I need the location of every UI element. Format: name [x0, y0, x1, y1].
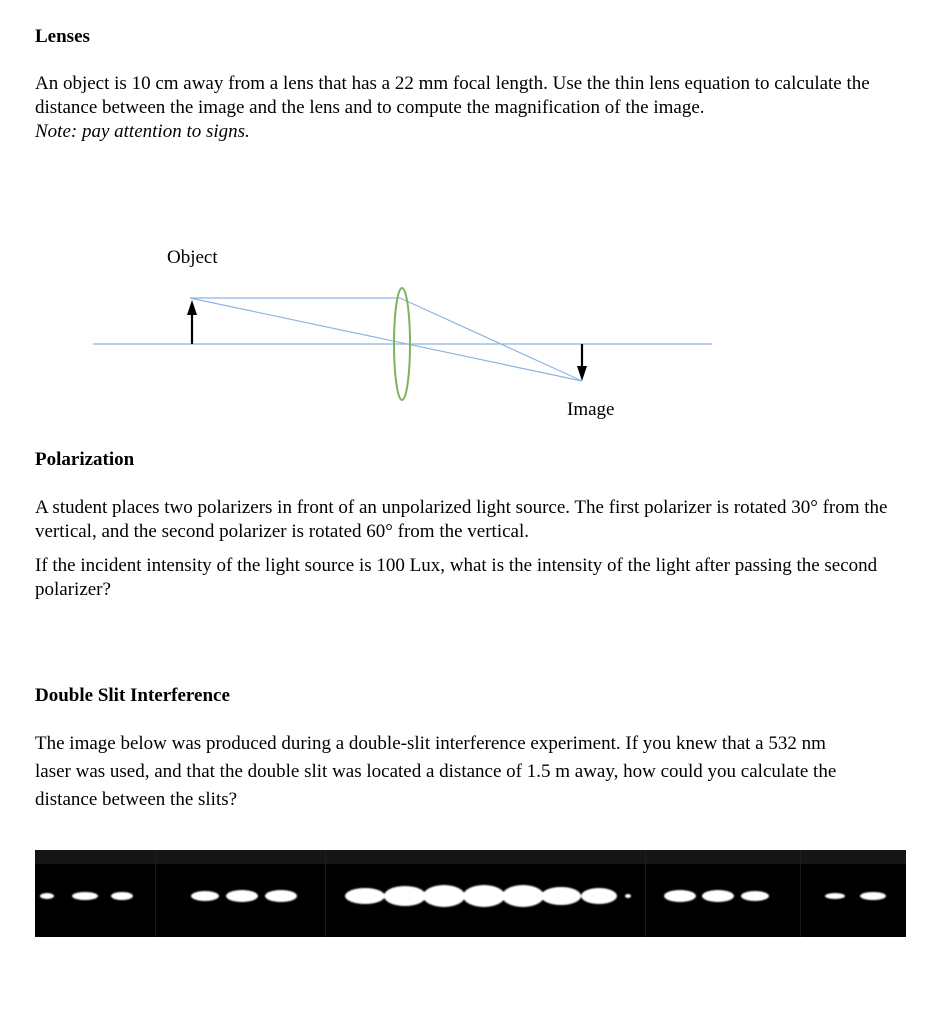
fringe — [423, 885, 465, 907]
fringe — [702, 890, 734, 902]
fringe — [541, 887, 581, 905]
object-arrow-head — [187, 300, 197, 315]
fringe — [265, 890, 297, 902]
fringe — [111, 892, 133, 900]
fringe — [741, 891, 769, 901]
fringe — [226, 890, 258, 902]
object-label: Object — [167, 247, 218, 268]
lenses-note: Note: pay attention to signs. — [35, 121, 250, 142]
fringe — [72, 892, 98, 900]
fringe — [345, 888, 385, 904]
fringe — [40, 893, 54, 899]
fringe-noise-top — [35, 850, 906, 864]
fringe — [191, 891, 219, 901]
polarization-text-1: A student places two polarizers in front of an unpolarized light source. The first polarizer is rotated 30° from the vertical, and the second polarizer is rotated 60° from the vertical. — [35, 497, 888, 542]
fringe — [463, 885, 505, 907]
fringe-seam — [325, 850, 326, 937]
fringe — [384, 886, 426, 906]
lenses-heading: Lenses — [35, 26, 90, 47]
fringe-seam — [645, 850, 646, 937]
double-slit-heading: Double Slit Interference — [35, 685, 230, 706]
fringe — [581, 888, 617, 904]
fringe — [664, 890, 696, 902]
interference-pattern-image — [35, 850, 906, 937]
image-label: Image — [567, 399, 615, 420]
double-slit-text: The image below was produced during a double-slit interference experiment. If you knew that a 532 nm laser was used, and that the double slit was located a distance of 1.5 m away, how could you calculate the distance between the slits? — [35, 733, 837, 810]
thin-lens-ray-diagram — [0, 230, 926, 430]
fringe — [502, 885, 544, 907]
lenses-question: An object is 10 cm away from a lens that has a 22 mm focal length. Use the thin lens equation to calculate the distance between the image and the lens and to compute the magnification of the image. — [35, 73, 870, 118]
polarization-heading: Polarization — [35, 449, 135, 470]
lenses-problem-text — [35, 72, 905, 144]
chief-ray — [190, 298, 582, 381]
refracted-ray — [400, 298, 582, 381]
fringe — [825, 893, 845, 899]
fringe-seam — [800, 850, 801, 937]
fringe — [860, 892, 886, 900]
fringe — [625, 894, 631, 898]
polarization-text-2: If the incident intensity of the light source is 100 Lux, what is the intensity of the light after passing the second polarizer? — [35, 555, 878, 600]
fringe-seam — [155, 850, 156, 937]
